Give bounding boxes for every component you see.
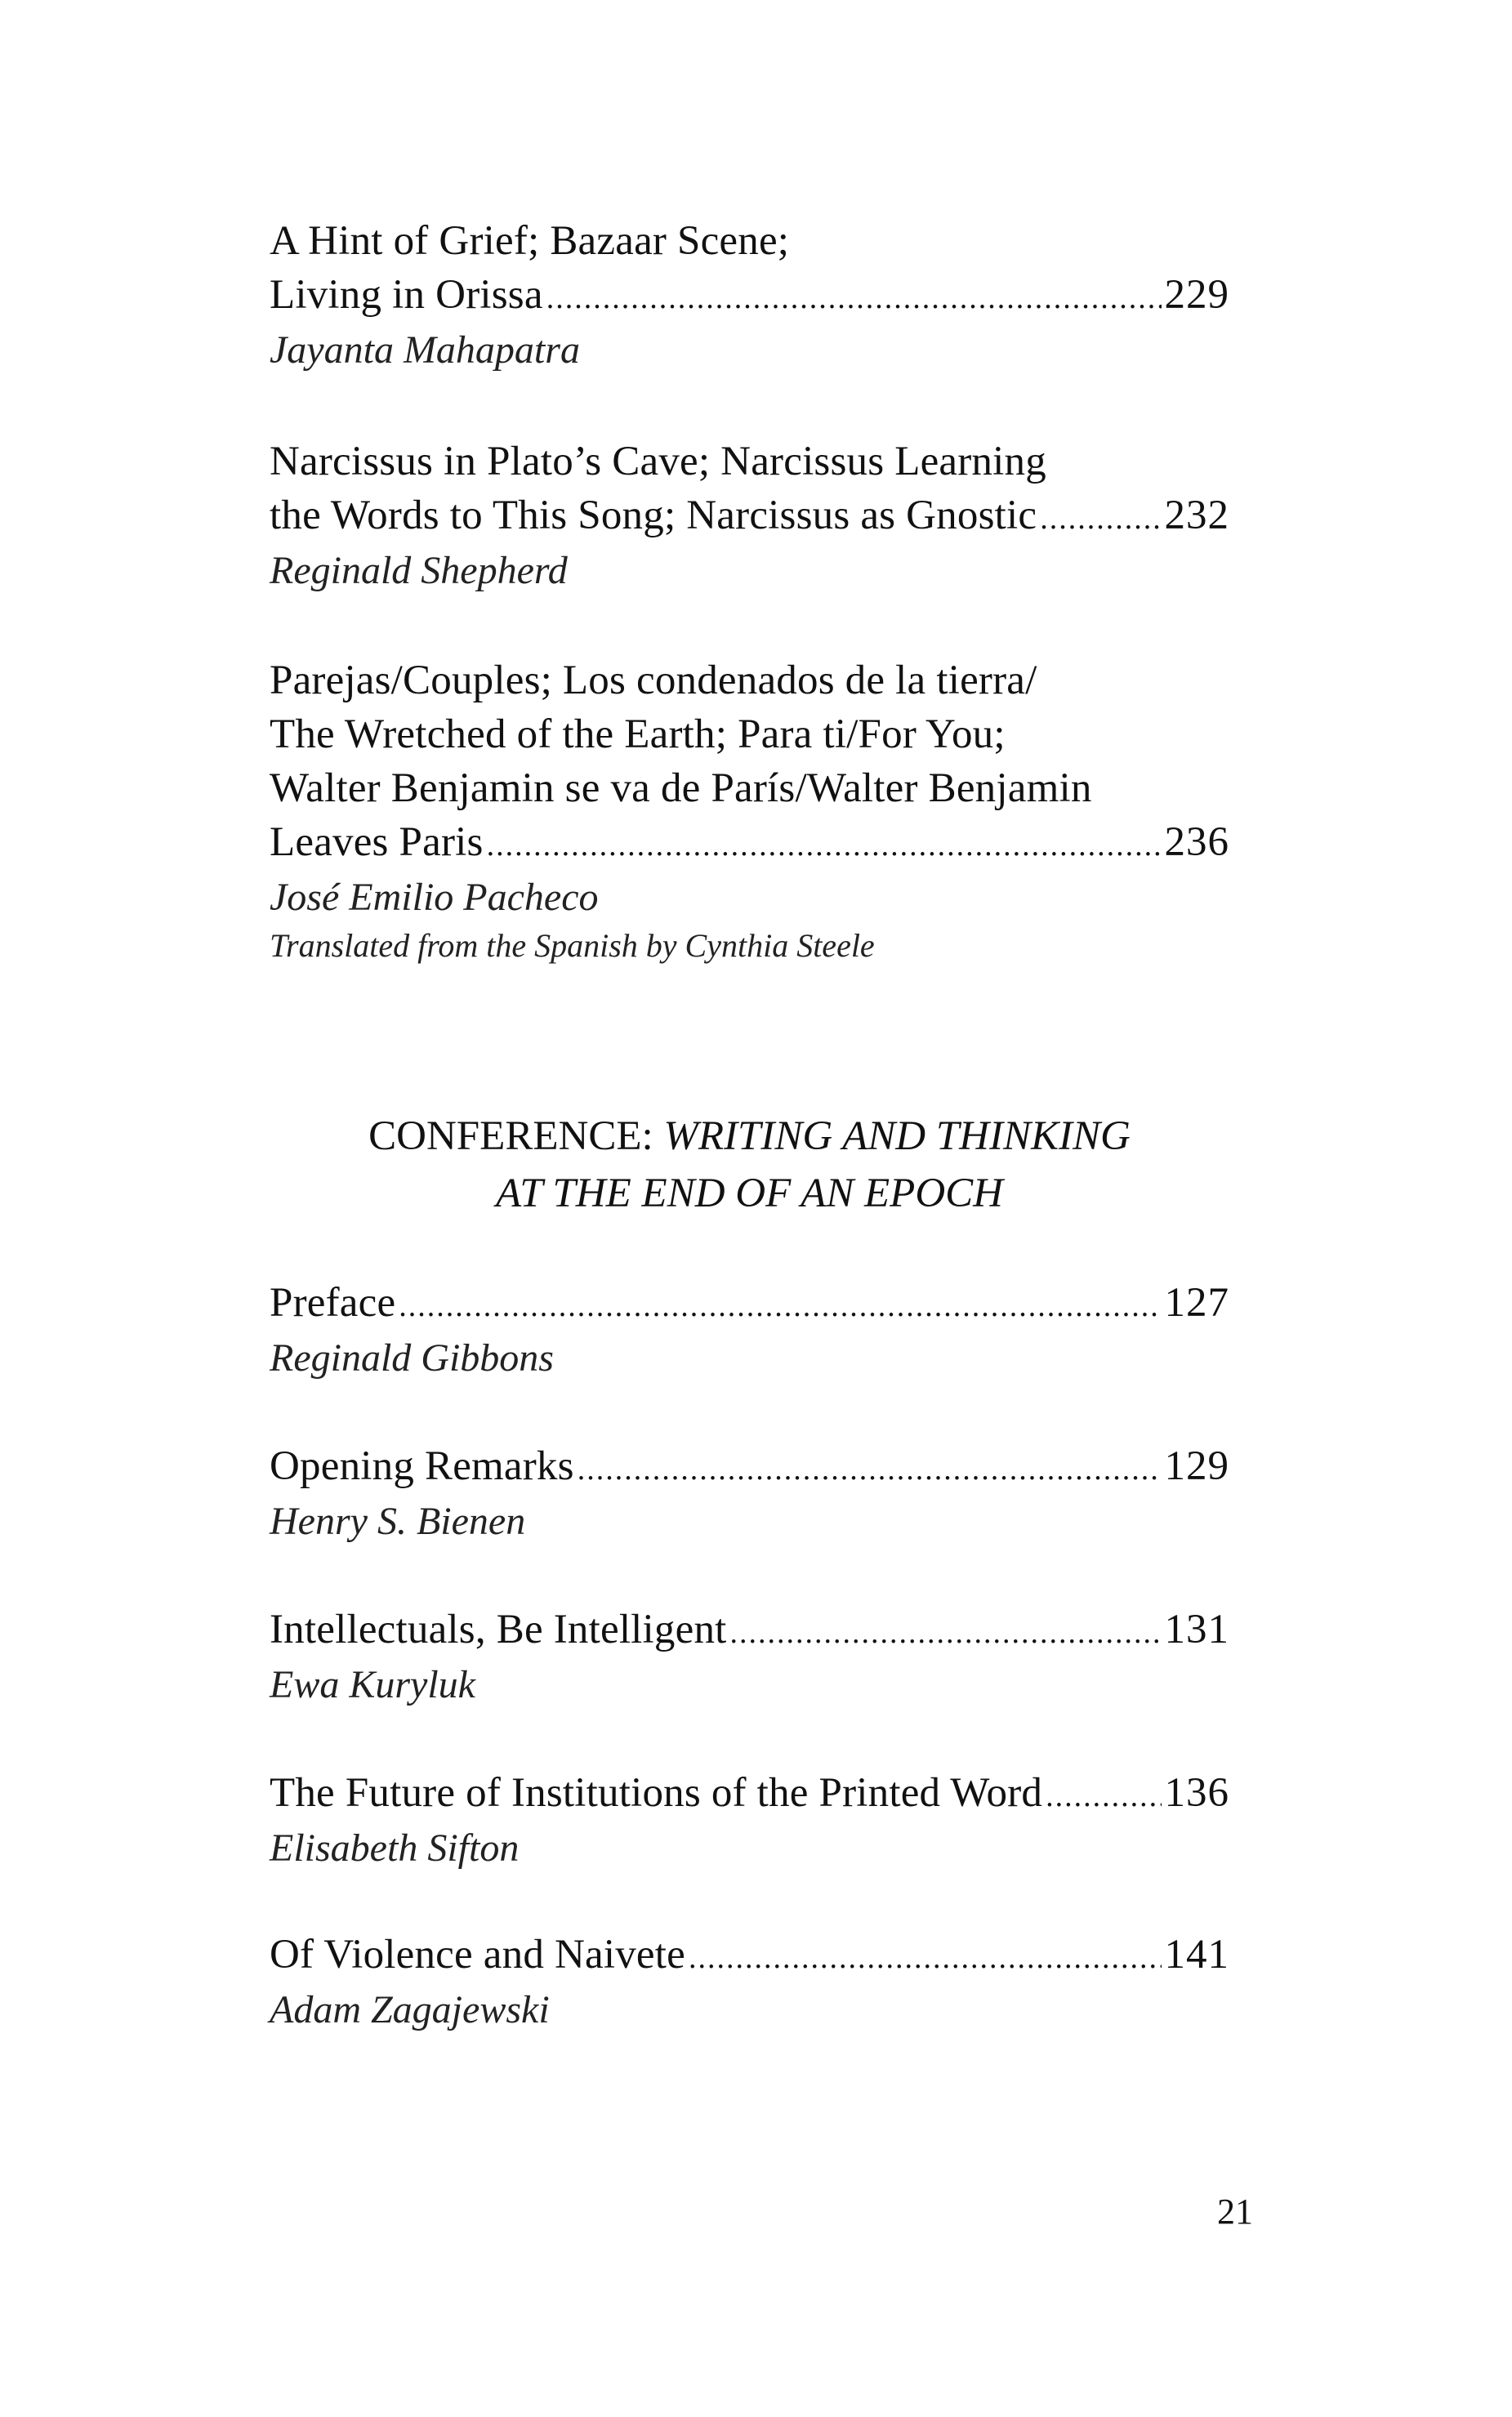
toc-entry: [270, 214, 1229, 376]
dot-leader: [1040, 492, 1161, 546]
entry-title-last-line: Living in Orissa: [270, 272, 543, 318]
entry-page-number: 131: [1164, 1607, 1229, 1652]
entry-page-number: 129: [1164, 1443, 1229, 1489]
entry-title-line: Parejas/Couples; Los condenados de la tierra/: [270, 658, 1037, 703]
entry-title: The Future of Institutions of the Printed Word: [270, 1770, 1043, 1816]
entry-author: José Emilio Pacheco: [270, 876, 599, 919]
section-heading-plain: CONFERENCE:: [368, 1113, 664, 1159]
entry-title-leader-line: [270, 815, 1229, 872]
entry-author: Jayanta Mahapatra: [270, 328, 580, 372]
dot-leader: [1046, 1769, 1161, 1823]
toc-entry: [270, 435, 1229, 596]
section-heading-line-1: [270, 1107, 1229, 1166]
entry-title-last-line: Leaves Paris: [270, 819, 484, 865]
entry-title-leader-line: [270, 1439, 1229, 1496]
section-heading-italic: AT THE END OF AN EPOCH: [495, 1171, 1003, 1216]
page-number: 21: [1217, 2192, 1253, 2232]
entry-page-number: 236: [1164, 819, 1229, 865]
entry-title: Opening Remarks: [270, 1443, 574, 1489]
toc-entry: [270, 1603, 1229, 1710]
entry-title-leader-line: [270, 1603, 1229, 1660]
toc-entry: [270, 1276, 1229, 1384]
entry-translator: Translated from the Spanish by Cynthia Steele: [270, 927, 875, 964]
entry-title-line: A Hint of Grief; Bazaar Scene;: [270, 218, 790, 264]
entry-title-line: The Wretched of the Earth; Para ti/For You;: [270, 711, 1006, 757]
dot-leader: [399, 1279, 1161, 1333]
toc-entry: [270, 1766, 1229, 1874]
entry-title: Intellectuals, Be Intelligent: [270, 1607, 727, 1652]
toc-entry: [270, 653, 1229, 969]
entry-title-last-line: the Words to This Song; Narcissus as Gnostic: [270, 493, 1037, 538]
entry-page-number: 232: [1164, 493, 1229, 538]
entry-title-line: Walter Benjamin se va de París/Walter Benjamin: [270, 765, 1092, 811]
entry-page-number: 141: [1164, 1932, 1229, 1978]
section-heading-italic: WRITING AND THINKING: [663, 1113, 1131, 1159]
entry-author: Reginald Shepherd: [270, 549, 568, 592]
entry-title-leader-line: [270, 1766, 1229, 1823]
dot-leader: [730, 1606, 1162, 1660]
entry-author: Elisabeth Sifton: [270, 1826, 520, 1870]
entry-title-line: Narcissus in Plato’s Cave; Narcissus Learning: [270, 439, 1046, 484]
entry-page-number: 229: [1164, 272, 1229, 318]
entry-title: Of Violence and Naivete: [270, 1932, 685, 1978]
entry-title-leader-line: [270, 1928, 1229, 1985]
entry-page-number: 136: [1164, 1770, 1229, 1816]
toc-entry: [270, 1439, 1229, 1547]
entry-author: Henry S. Bienen: [270, 1500, 526, 1543]
entry-title: Preface: [270, 1280, 396, 1326]
dot-leader: [689, 1931, 1162, 1985]
dot-leader: [578, 1443, 1162, 1496]
entry-page-number: 127: [1164, 1280, 1229, 1326]
entry-title-leader-line: [270, 488, 1229, 546]
toc-entry: [270, 1928, 1229, 2036]
entry-author: Adam Zagajewski: [270, 1988, 550, 2031]
entry-author: Ewa Kuryluk: [270, 1663, 475, 1706]
entry-title-leader-line: [270, 268, 1229, 325]
section-heading-line-2: [270, 1164, 1229, 1223]
dot-leader: [487, 818, 1162, 872]
entry-title-leader-line: [270, 1276, 1229, 1333]
entry-author: Reginald Gibbons: [270, 1336, 554, 1380]
dot-leader: [546, 271, 1162, 325]
